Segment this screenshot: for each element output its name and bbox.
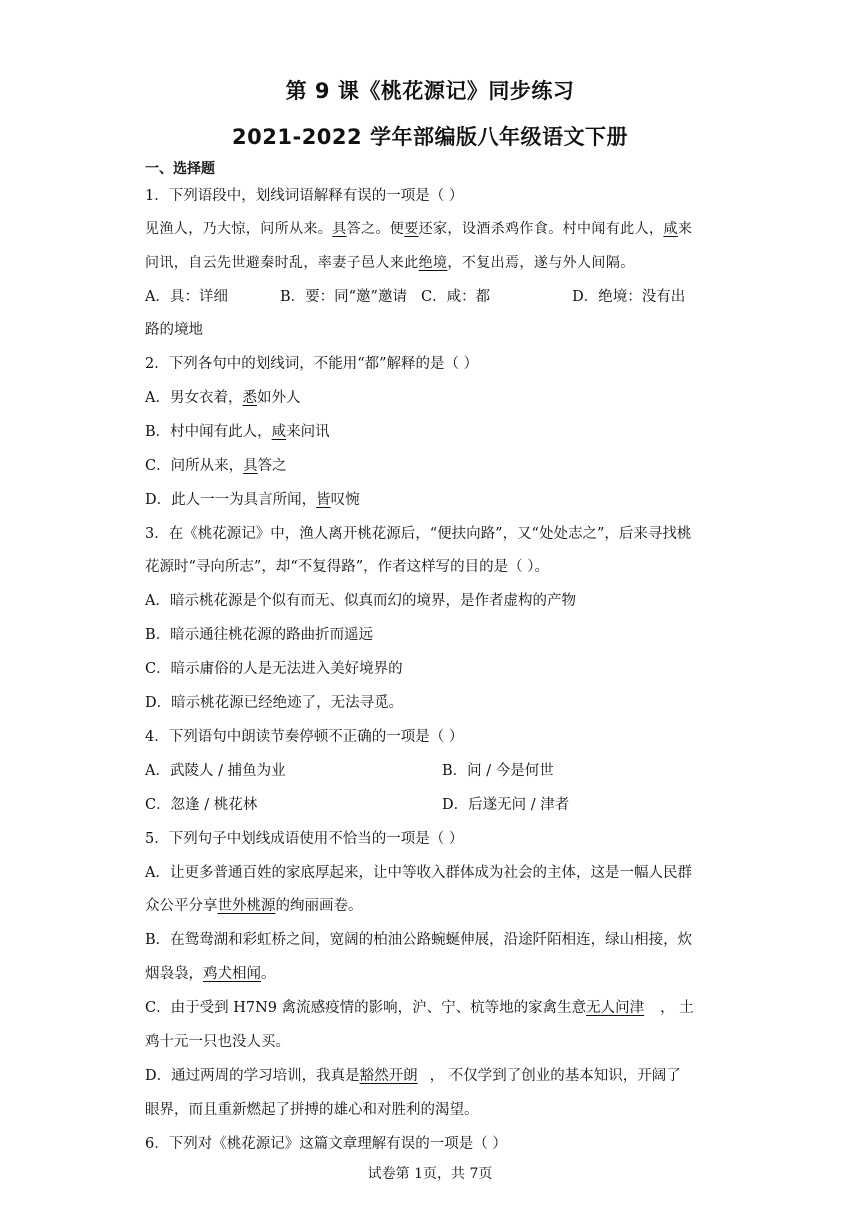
option-a: A．武陵人 / 捕鱼为业	[145, 763, 286, 779]
question-4-stem: 4．下列语句中朗读节奏停顿不正确的一项是（ ）	[145, 729, 464, 745]
question-1-passage-line-1: 见渔人，乃大惊，问所从来。具答之。便要还家，设酒杀鸡作食。村中闻有此人，咸来	[145, 221, 693, 237]
question-5-option-d-line-2: 眼界，而且重新燃起了拼搏的雄心和对胜利的渴望。	[145, 1102, 479, 1118]
question-2-option-a: A．男女衣着，悉如外人	[145, 390, 301, 406]
question-5-option-b-line-1: B．在鸳鸯湖和彩虹桥之间，宽阔的柏油公路蜿蜒伸展，沿途阡陌相连，绿山相接，炊	[145, 932, 693, 948]
underlined-word: 咸	[271, 424, 287, 440]
question-1-option-d-cont: 路的境地	[145, 322, 203, 338]
underlined-word: 皆	[316, 492, 331, 508]
question-5-option-b-line-2: 烟袅袅，鸡犬相闻。	[145, 966, 276, 982]
question-2-option-b: B．村中闻有此人，咸来问讯	[145, 424, 330, 440]
underlined-word: 绝境	[418, 255, 448, 271]
question-6-stem: 6．下列对《桃花源记》这篇文章理解有误的一项是（ ）	[145, 1136, 507, 1152]
question-2-option-c: C．问所从来，具答之	[145, 458, 287, 474]
question-2-option-d: D．此人一一为具言所闻，皆叹惋	[145, 492, 360, 508]
question-3-option-d: D．暗示桃花源已经绝迹了，无法寻觅。	[145, 695, 404, 711]
option-c: C．咸：都	[420, 289, 491, 305]
question-5-option-c-line-2: 鸡十元一只也没人买。	[145, 1034, 290, 1050]
question-1-passage-line-2: 问讯，自云先世避秦时乱，率妻子邑人来此绝境，不复出焉，遂与外人间隔。	[145, 255, 635, 271]
question-3-stem-line-2: 花源时“寻向所志”，却“不复得路”，作者这样写的目的是（ ）。	[145, 559, 550, 575]
option-d: D．后遂无问 / 津者	[442, 797, 570, 813]
page-title: 第 9 课《桃花源记》同步练习	[285, 79, 575, 103]
underlined-idiom: 豁然开朗	[359, 1068, 418, 1084]
underlined-word: 咸	[663, 221, 678, 237]
question-4-options-row-2	[145, 795, 717, 815]
question-3-option-b: B．暗示通往桃花源的路曲折而遥远	[145, 627, 374, 643]
question-5-option-c-line-1: C．由于受到 H7N9 禽流感疫情的影响，沪、宁、杭等地的家禽生意无人问津 ， 土	[145, 1000, 694, 1016]
question-5-option-a-line-1: A．让更多普通百姓的家底厚起来，让中等收入群体成为社会的主体，这是一幅人民群	[145, 865, 692, 881]
option-b: B．问 / 今是何世	[442, 763, 554, 779]
option-d: D．绝境：没有出	[572, 289, 686, 305]
underlined-idiom: 无人问津	[586, 1000, 645, 1016]
question-5-option-d-line-1: D．通过两周的学习培训，我真是豁然开朗 ， 不仅学到了创业的基本知识，开阔了	[145, 1068, 681, 1084]
question-4-options-row-1	[145, 761, 717, 781]
question-2-stem: 2．下列各句中的划线词，不能用“都”解释的是（ ）	[145, 356, 479, 372]
page-subtitle: 2021-2022 学年部编版八年级语文下册	[232, 125, 628, 149]
question-3-option-c: C．暗示庸俗的人是无法进入美好境界的	[145, 661, 403, 677]
option-c: C．忽逢 / 桃花林	[145, 797, 258, 813]
underlined-word: 悉	[242, 390, 257, 406]
underlined-word: 要	[404, 221, 419, 237]
underlined-word: 具	[332, 221, 347, 237]
underlined-idiom: 世外桃源	[217, 898, 276, 914]
question-5-option-a-line-2: 众公平分享世外桃源的绚丽画卷。	[145, 898, 363, 914]
underlined-idiom: 鸡犬相闻	[203, 966, 261, 982]
question-3-option-a: A．暗示桃花源是个似有而无、似真而幻的境界，是作者虚构的产物	[145, 593, 576, 609]
question-1-options-line	[145, 287, 717, 307]
option-b: B．要：同“邀”邀请	[279, 289, 407, 305]
underlined-word: 具	[243, 458, 258, 474]
page-footer: 试卷第 1页，共 7页	[367, 1166, 493, 1182]
question-1-stem: 1．下列语段中，划线词语解释有误的一项是（ ）	[145, 188, 464, 204]
question-5-stem: 5．下列句子中划线成语使用不恰当的一项是（ ）	[145, 831, 464, 847]
option-a: A．具：详细	[145, 289, 228, 305]
question-3-stem-line-1: 3．在《桃花源记》中，渔人离开桃花源后，“便扶向路”，又“处处志之”，后来寻找桃	[145, 526, 692, 542]
section-heading: 一、选择题	[145, 161, 215, 177]
